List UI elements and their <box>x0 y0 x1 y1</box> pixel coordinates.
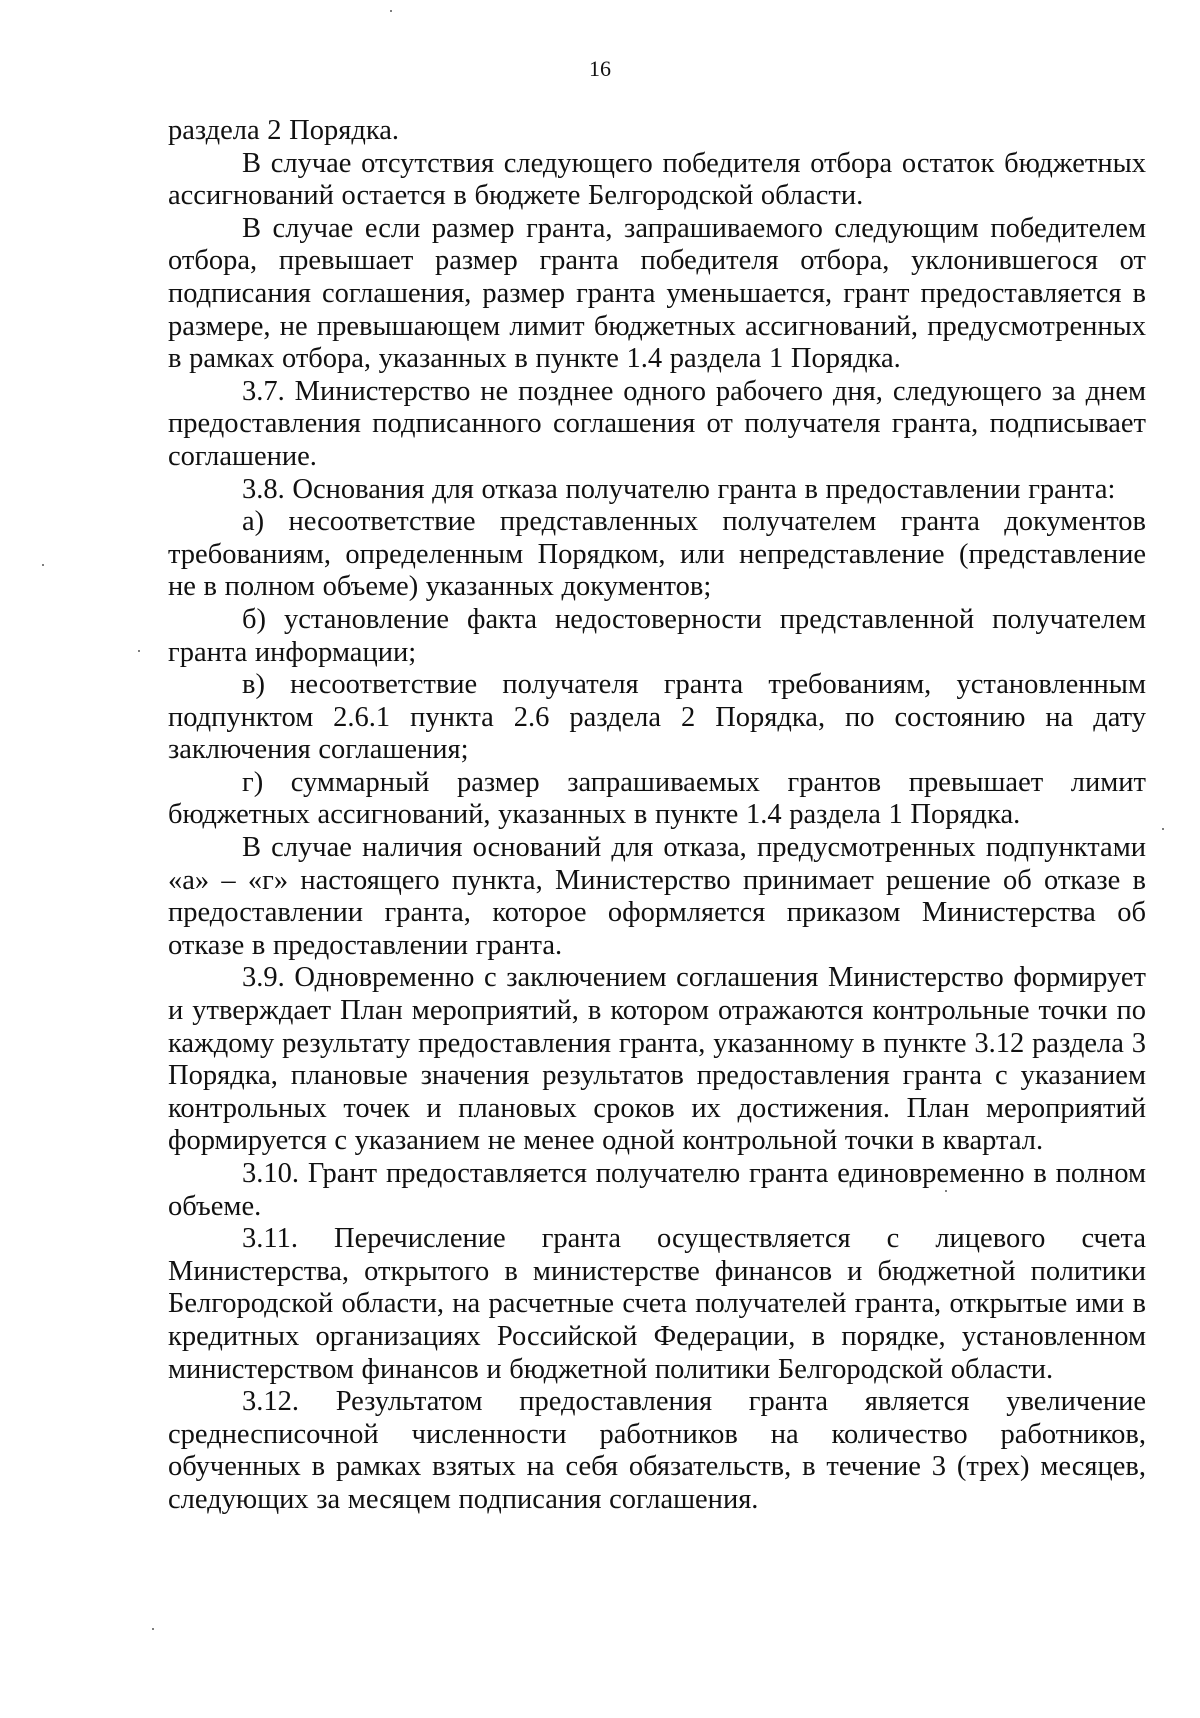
paragraph: 3.10. Грант предоставляется получателю гранта единовременно в полном объеме. <box>168 1158 1146 1222</box>
scan-speck <box>390 10 392 12</box>
scan-speck <box>42 564 44 566</box>
page-number: 16 <box>589 56 611 81</box>
paragraph: г) суммарный размер запрашиваемых грантов превышает лимит бюджетных ассигнований, указанных в пункте 1.4 раздела 1 Порядка. <box>168 766 1146 831</box>
paragraph: В случае отсутствия следующего победителя отбора остаток бюджетных ассигнований остается в бюджете Белгородской области. <box>168 147 1146 212</box>
paragraph: 3.8. Основания для отказа получателю гранта в предоставлении гранта: <box>242 473 1116 505</box>
document-body <box>168 115 1146 1517</box>
paragraph: 3.12. Результатом предоставления гранта является увеличение среднесписочной численности работников на количество работников, обученных в рамках взятых на себя обязательств, в течение 3 (трех) месяцев, следующих за месяцем подписания соглашения. <box>168 1386 1146 1515</box>
paragraph: а) несоответствие представленных получателем гранта документов требованиям, определенным Порядком, или непредставление (представление не в полном объеме) указанных документов; <box>168 506 1146 603</box>
paragraph: раздела 2 Порядка. <box>168 115 400 146</box>
paragraph: В случае наличия оснований для отказа, предусмотренных подпунктами «а» – «г» настоящего пункта, Министерство принимает решение об отказе в предоставлении гранта, которое оформляется приказом Министерства об отказе в предоставлении гранта. <box>168 832 1146 961</box>
paragraph: 3.11. Перечисление гранта осуществляется с лицевого счета Министерства, открытого в министерстве финансов и бюджетной политики Белгородской области, на расчетные счета получателей гранта, открытые ими в кредитных организациях Российской Федерации, в порядке, установленном министерством финансов и бюджетной политики Белгородской области. <box>168 1223 1146 1385</box>
scan-speck <box>152 1628 154 1630</box>
paragraph: 3.9. Одновременно с заключением соглашения Министерство формирует и утверждает План мероприятий, в котором отражаются контрольные точки по каждому результату предоставления гранта, указанному в пункте 3.12 раздела 3 Порядка, плановые значения результатов предоставления гранта с указанием контрольных точек и плановых сроков их достижения. План мероприятий формируется с указанием не менее одной контрольной точки в квартал. <box>168 962 1146 1157</box>
scan-speck <box>1162 828 1164 830</box>
paragraph: б) установление факта недостоверности представленной получателем гранта информации; <box>168 603 1146 668</box>
scan-speck <box>138 650 140 652</box>
scan-speck <box>945 1190 947 1192</box>
paragraph: В случае если размер гранта, запрашиваемого следующим победителем отбора, превышает размер гранта победителя отбора, уклонившегося от подписания соглашения, размер гранта уменьшается, грант предоставляется в размере, не превышающем лимит бюджетных ассигнований, предусмотренных в рамках отбора, указанных в пункте 1.4 раздела 1 Порядка. <box>168 212 1146 375</box>
paragraph: 3.7. Министерство не позднее одного рабочего дня, следующего за днем предоставления подписанного соглашения от получателя гранта, подписывает соглашение. <box>168 375 1146 472</box>
paragraph: в) несоответствие получателя гранта требованиям, установленным подпунктом 2.6.1 пункта 2.6 раздела 2 Порядка, по состоянию на дату заключения соглашения; <box>168 669 1146 766</box>
